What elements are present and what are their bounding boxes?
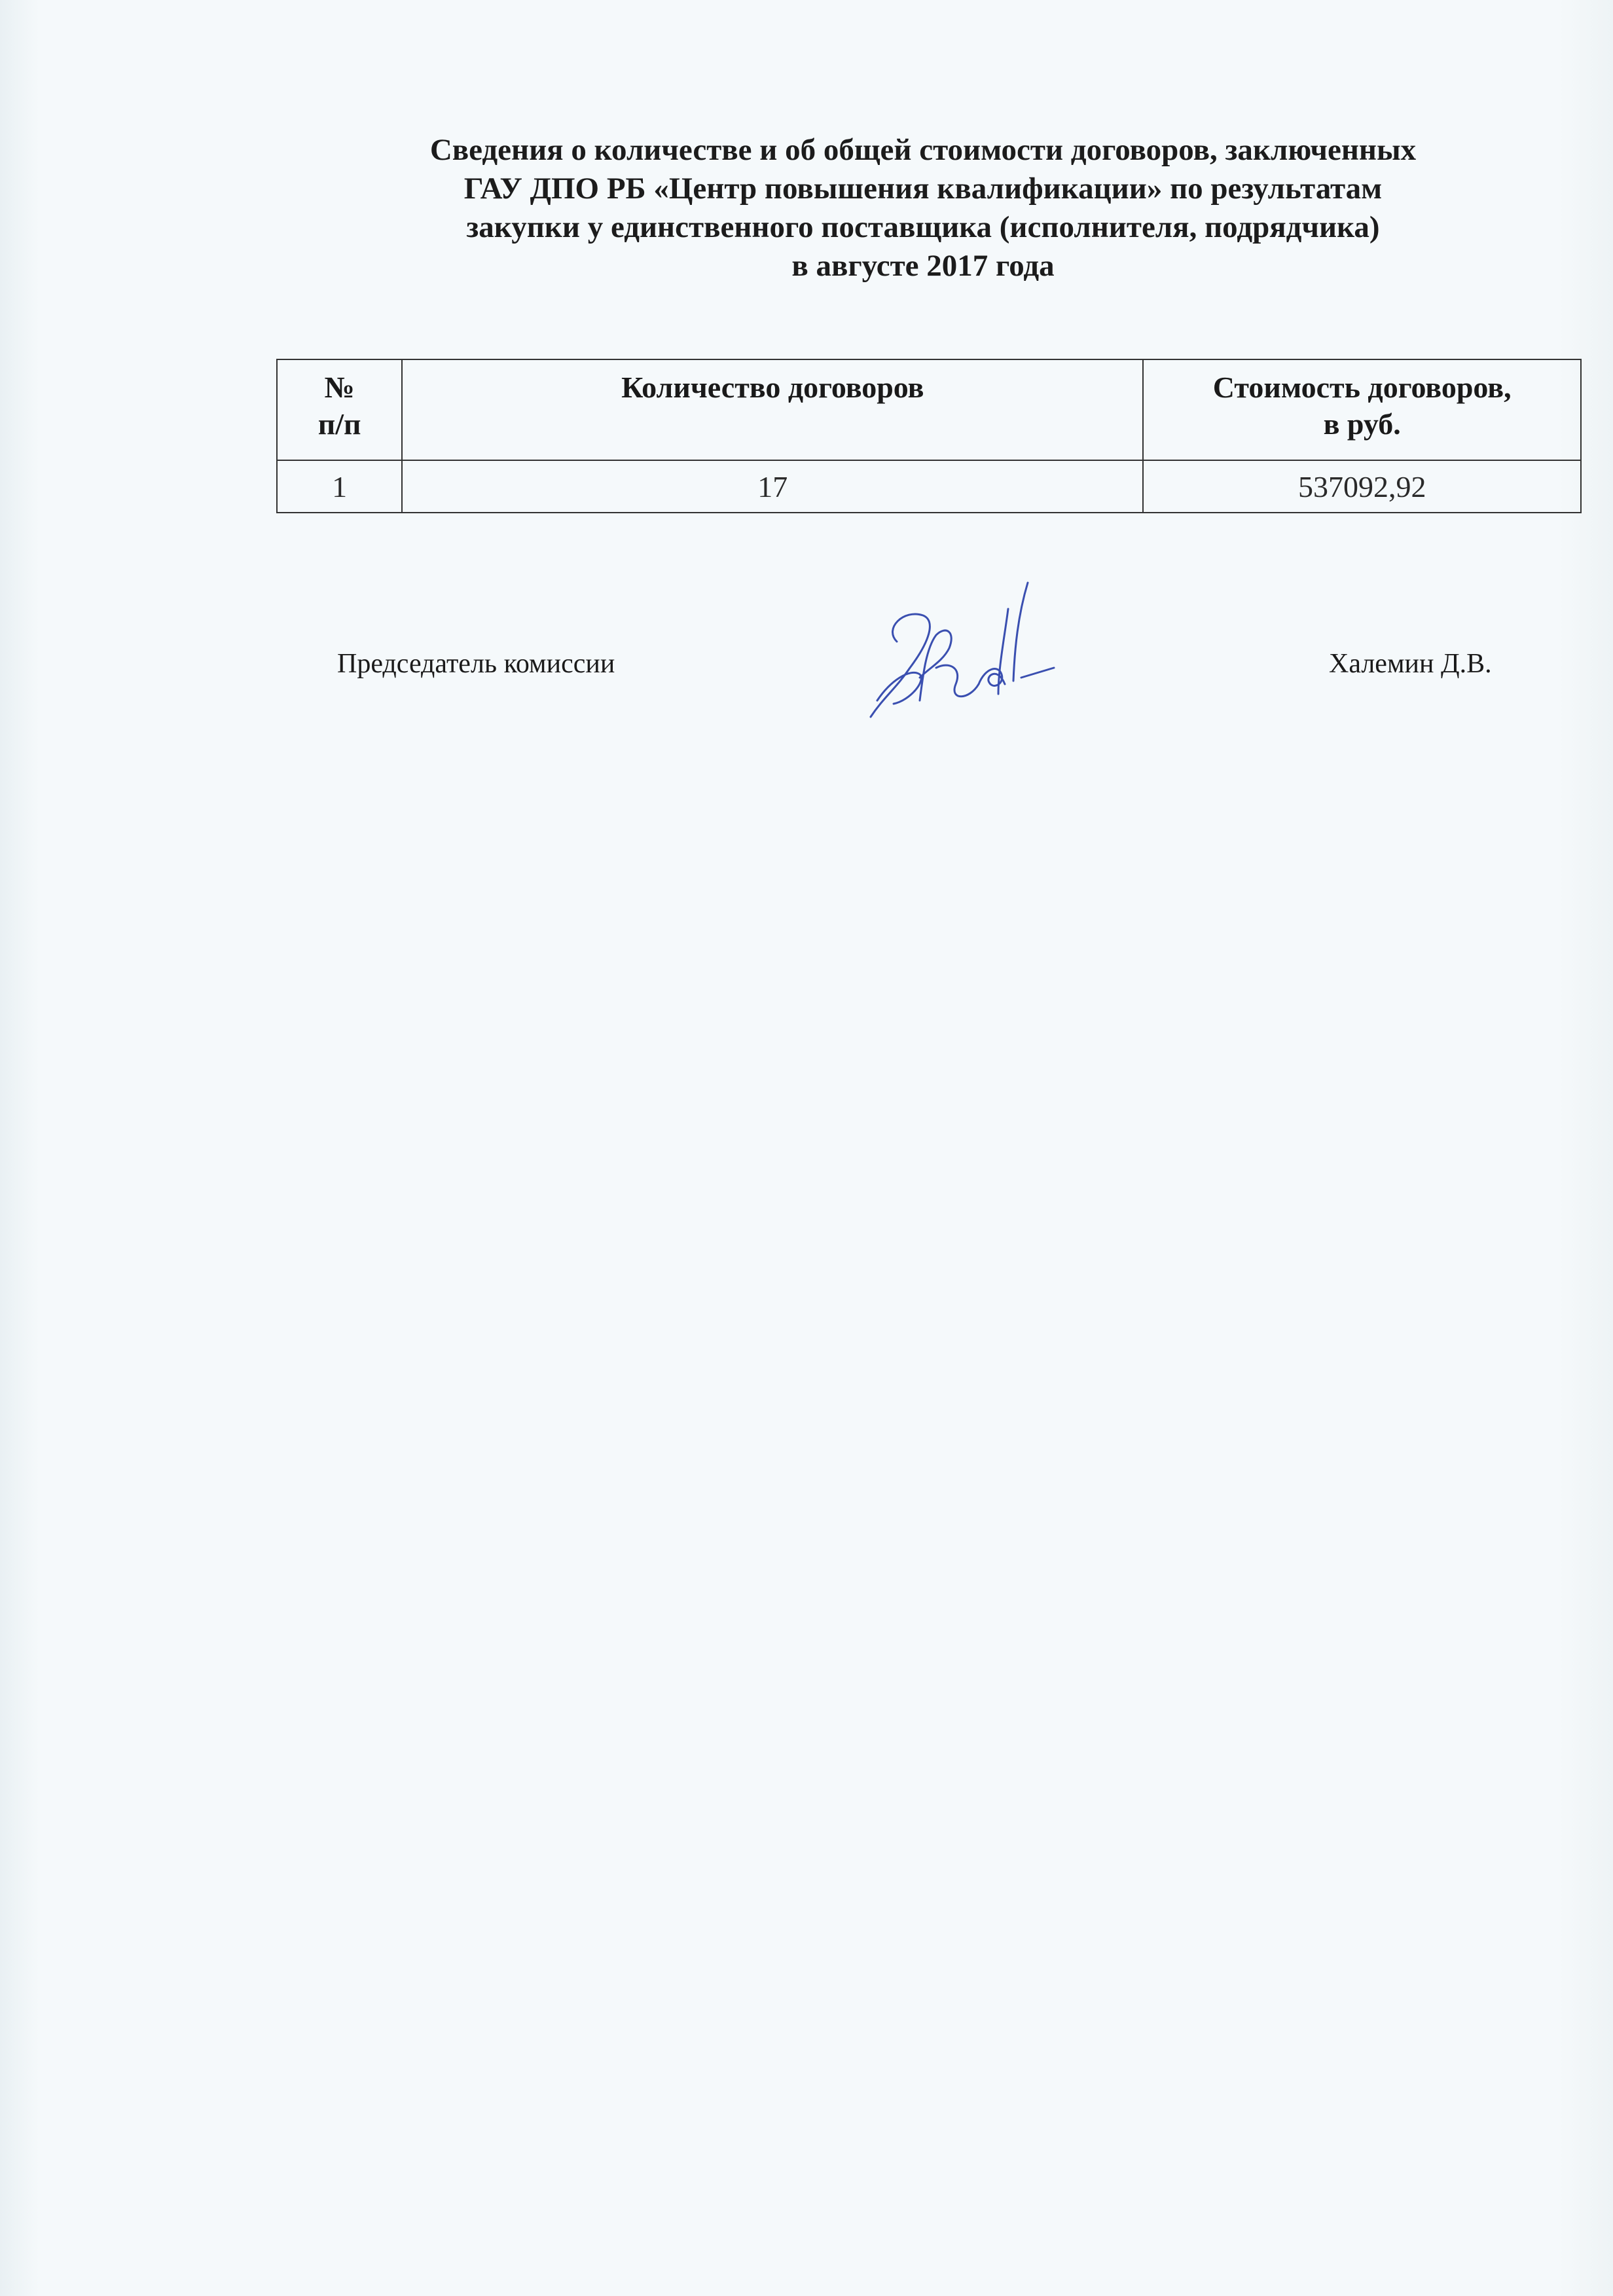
signatory-role: Председатель комиссии (337, 649, 615, 679)
header-count (402, 359, 1143, 460)
header-count-label: Количество договоров (621, 371, 924, 404)
header-num (277, 359, 402, 460)
header-num-line-1: № (324, 371, 355, 404)
contracts-table (276, 359, 1582, 513)
header-cost-line-2: в руб. (1323, 407, 1401, 441)
title-line-4: в августе 2017 года (791, 249, 1055, 283)
cell-count: 17 (402, 460, 1143, 513)
table-row (277, 460, 1581, 513)
signatory-name: Халемин Д.В. (1329, 649, 1492, 679)
document-title (275, 131, 1571, 285)
title-line-2: ГАУ ДПО РБ «Центр повышения квалификации» по результатам (463, 172, 1383, 206)
cell-num: 1 (277, 460, 402, 513)
header-cost (1143, 359, 1581, 460)
header-num-line-2: п/п (317, 407, 361, 441)
title-line-3: закупки у единственного поставщика (исполнителя, подрядчика) (466, 210, 1380, 244)
handwritten-signature (858, 570, 1119, 727)
cell-cost: 537092,92 (1143, 460, 1581, 513)
title-line-1: Сведения о количестве и об общей стоимости договоров, заключенных (429, 133, 1417, 167)
header-cost-line-1: Стоимость договоров, (1212, 371, 1512, 404)
table-header-row (277, 359, 1581, 460)
